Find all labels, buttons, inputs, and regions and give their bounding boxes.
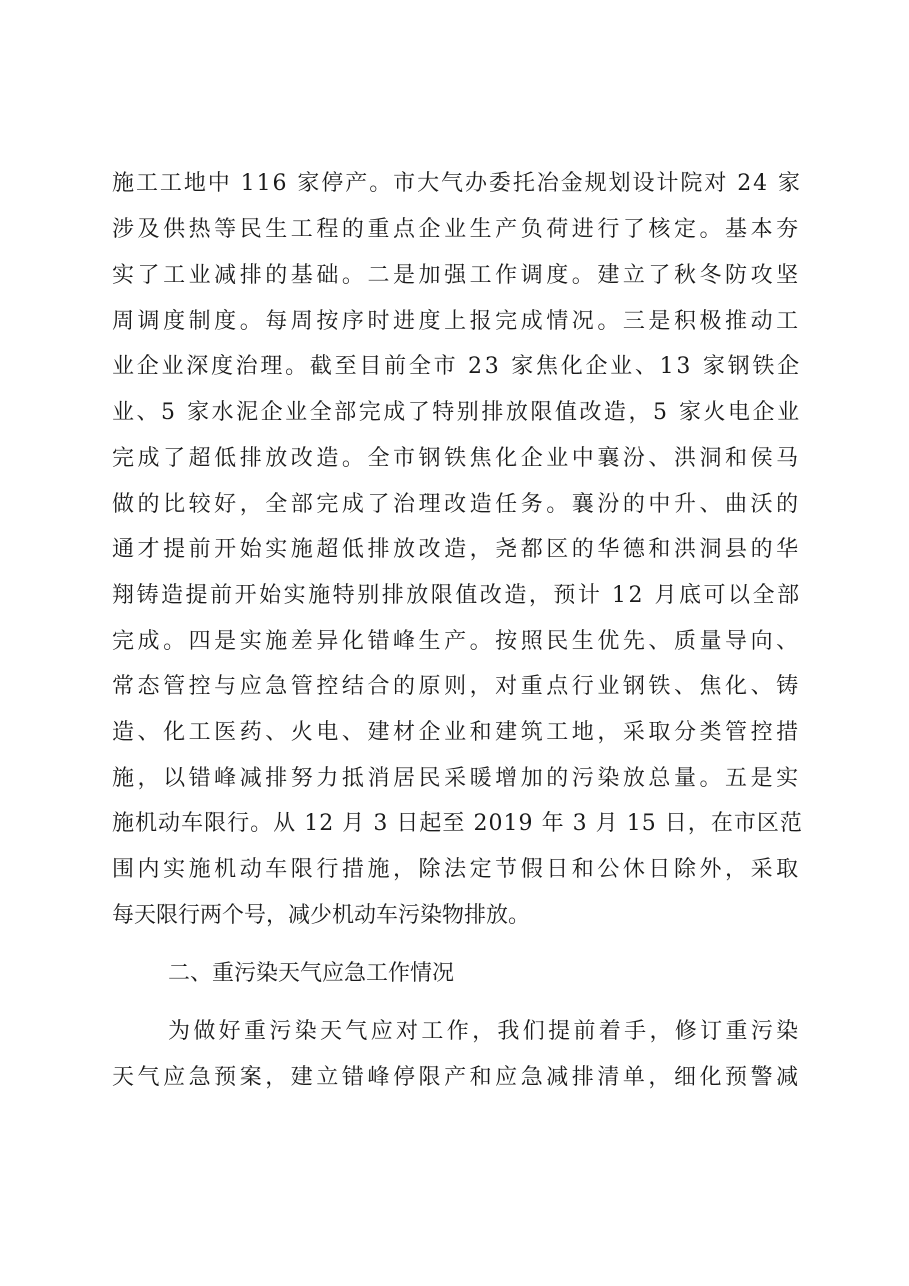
- body-line: 翔铸造提前开始实施特别排放限值改造，预计 12 月底可以全部: [112, 583, 802, 608]
- body-line: 完成。四是实施差异化错峰生产。按照民生优先、质量导向、: [112, 629, 802, 654]
- body-line: 涉及供热等民生工程的重点企业生产负荷进行了核定。基本夯: [112, 217, 802, 242]
- body-line: 完成了超低排放改造。全市钢铁焦化企业中襄汾、洪洞和侯马: [112, 446, 802, 471]
- section-heading: 二、重污染天气应急工作情况: [168, 961, 455, 986]
- body-line: 天气应急预案，建立错峰停限产和应急减排清单，细化预警减: [112, 1065, 802, 1090]
- body-line: 每天限行两个号，减少机动车污染物排放。: [112, 903, 531, 928]
- body-line: 通才提前开始实施超低排放改造，尧都区的华德和洪洞县的华: [112, 537, 802, 562]
- body-line: 业、5 家水泥企业全部完成了特别排放限值改造，5 家火电企业: [112, 400, 802, 425]
- body-line: 施工工地中 116 家停产。市大气办委托冶金规划设计院对 24 家: [112, 171, 802, 196]
- body-line: 为做好重污染天气应对工作，我们提前着手，修订重污染: [168, 1019, 802, 1044]
- body-line: 围内实施机动车限行措施，除法定节假日和公休日除外，采取: [112, 857, 802, 882]
- body-line: 业企业深度治理。截至目前全市 23 家焦化企业、13 家钢铁企: [112, 354, 802, 379]
- body-line: 周调度制度。每周按序时进度上报完成情况。三是积极推动工: [112, 309, 802, 334]
- body-line: 常态管控与应急管控结合的原则，对重点行业钢铁、焦化、铸: [112, 674, 802, 699]
- body-line: 施机动车限行。从 12 月 3 日起至 2019 年 3 月 15 日，在市区范: [112, 811, 803, 836]
- body-line: 造、化工医药、火电、建材企业和建筑工地，采取分类管控措: [112, 720, 802, 745]
- body-line: 实了工业减排的基础。二是加强工作调度。建立了秋冬防攻坚: [112, 263, 802, 288]
- body-line: 施，以错峰减排努力抵消居民采暖增加的污染放总量。五是实: [112, 766, 802, 791]
- body-line: 做的比较好，全部完成了治理改造任务。襄汾的中升、曲沃的: [112, 492, 802, 517]
